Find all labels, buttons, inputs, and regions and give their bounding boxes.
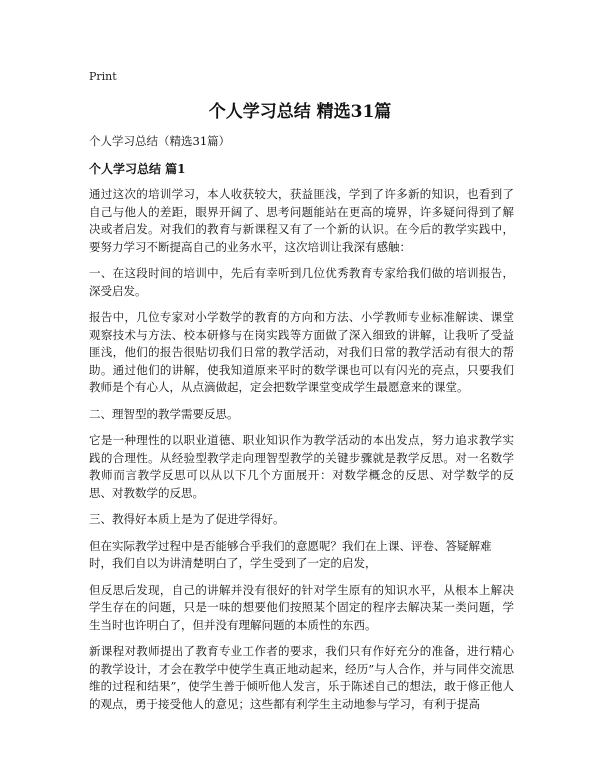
document-subtitle: 个人学习总结（精选31篇）	[89, 134, 231, 148]
paragraph-3: 报告中，几位专家对小学数学的教育的方向和方法、小学教师专业标准解读、课堂观察技术与方法、校本研修与在岗实践等方面做了深入细致的讲解，让我听了受益匪浅，他们的报告很贴切我们日常的教学活动，对我们日常的教学活动有很大的帮助。通过他们的讲解，使我知道原来平时的数学课也可以有闪光的亮点，只要我们教师是个有心人，从点滴做起，定会把数学课堂变成学生最愿意来的课堂。	[89, 310, 514, 394]
print-link[interactable]: Print	[89, 70, 117, 83]
paragraph-2: 一、在这段时间的培训中，先后有幸听到几位优秀教育专家给我们做的培训报告，深受启发。	[89, 266, 514, 298]
paragraph-7: 但在实际教学过程中是否能够合乎我们的意愿呢？我们在上课、评卷、答疑解难时，我们自以为讲清楚明白了，学生受到了一定的启发，	[89, 538, 492, 570]
paragraph-8: 但反思后发现，自己的讲解并没有很好的针对学生原有的知识水平，从根本上解决学生存在的问题，只是一味的想要他们按照某个固定的程序去解决某一类问题，学生当时也许明白了，但并没有理解问题的本质性的东西。	[89, 582, 514, 632]
section-heading: 个人学习总结 篇1	[89, 162, 186, 176]
article-body	[89, 186, 514, 722]
paragraph-6: 三、教得好本质上是为了促进学得好。	[89, 512, 285, 526]
paragraph-4: 二、理智型的教学需要反思。	[89, 406, 239, 421]
paragraph-9: 新课程对教师提出了教育专业工作者的要求，我们只有作好充分的准备，进行精心的教学设计，才会在教学中使学生真正地动起来，经历”与人合作，并与同伴交流思维的过程和结果”，使学生善于倾听他人发言，乐于陈述自己的想法，敢于修正他人的观点，勇于接受他人的意见；这些都有利学生主动地参与学习，有利于提高	[89, 644, 514, 711]
paragraph-5: 它是一种理性的以职业道德、职业知识作为教学活动的本出发点，努力追求教学实践的合理性。从经验型教学走向理智型教学的关键步骤就是教学反思。对一名数学教师而言教学反思可以从以下几个方面展开：对数学概念的反思、对学数学的反思、对教数学的反思。	[89, 433, 514, 500]
page-title: 个人学习总结 精选31篇	[208, 102, 392, 122]
paragraph-1: 通过这次的培训学习，本人收获较大，获益匪浅，学到了许多新的知识，也看到了自己与他人的差距，眼界开阔了、思考问题能站在更高的境界，许多疑问得到了解决或者启发。对我们的教育与新课程又有了一个新的认识。在今后的教学实践中，要努力学习不断提高自己的业务水平，这次培训让我深有感触：	[89, 187, 514, 254]
